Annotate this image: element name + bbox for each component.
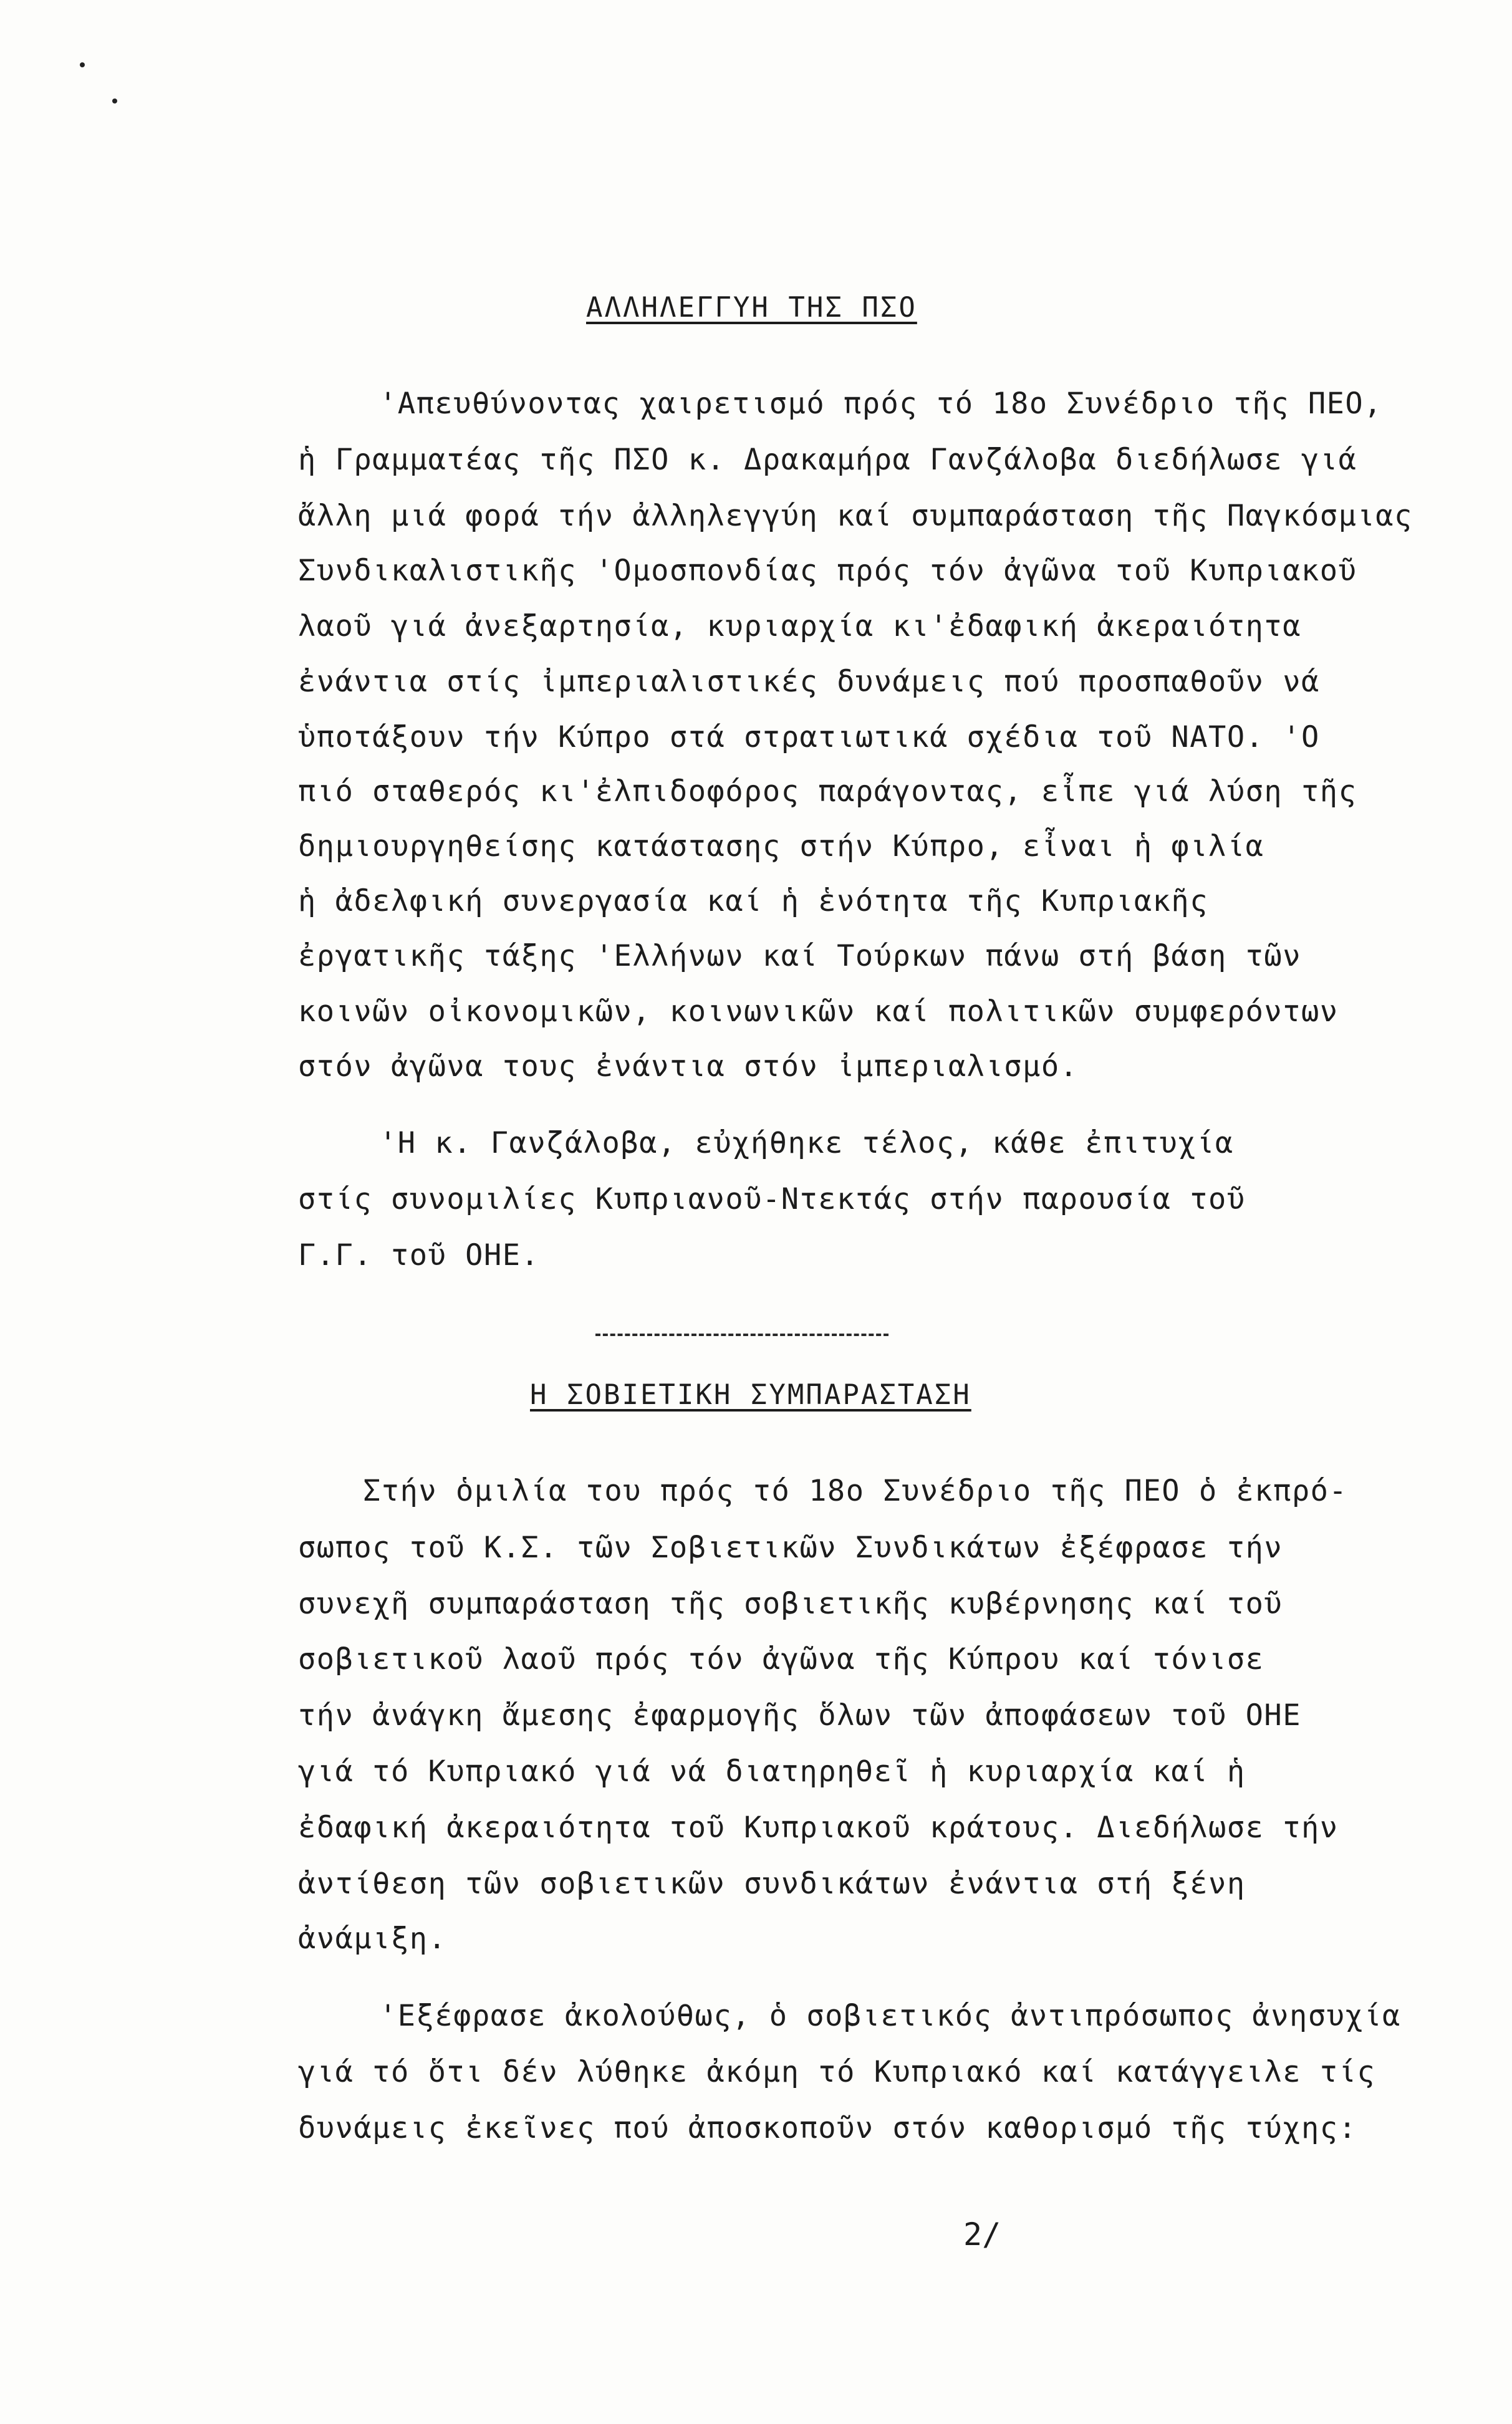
article1-title: ΑΛΛΗΛΕΓΓΥΗ ΤΗΣ ΠΣΟ — [586, 292, 917, 324]
scan-speck — [80, 62, 85, 67]
text-line: ἡ Γραμματέας τῆς ΠΣΟ κ. Δρακαμήρα Γανζάλοβα διεδήλωσε γιά — [298, 443, 1357, 477]
text-line: ἡ ἀδελφική συνεργασία καί ἡ ἑνότητα τῆς Κυπριακῆς — [298, 884, 1209, 918]
text-line: 'Η κ. Γανζάλοβα, εὐχήθηκε τέλος, κάθε ἐπιτυχία — [379, 1126, 1234, 1160]
text-line: στίς συνομιλίες Κυπριανοῦ-Ντεκτάς στήν παρουσία τοῦ — [298, 1182, 1246, 1216]
text-line: ἀντίθεση τῶν σοβιετικῶν συνδικάτων ἐνάντια στή ξένη — [298, 1867, 1246, 1901]
text-line: ἐνάντια στίς ἰμπεριαλιστικές δυνάμεις πού προσπαθοῦν νά — [298, 665, 1320, 699]
text-line: σωπος τοῦ Κ.Σ. τῶν Σοβιετικῶν Συνδικάτων ἐξέφρασε τήν — [298, 1531, 1283, 1565]
text-line: Συνδικαλιστικῆς 'Ομοσπονδίας πρός τόν ἀγῶνα τοῦ Κυπριακοῦ — [298, 554, 1357, 588]
text-line: σοβιετικοῦ λαοῦ πρός τόν ἀγῶνα τῆς Κύπρου καί τόνισε — [298, 1642, 1264, 1676]
page-number: 2/ — [963, 2216, 1001, 2253]
article2-title: Η ΣΟΒΙΕΤΙΚΗ ΣΥΜΠΑΡΑΣΤΑΣΗ — [530, 1379, 971, 1411]
text-line: κοινῶν οἰκονομικῶν, κοινωνικῶν καί πολιτικῶν συμφερόντων — [298, 994, 1339, 1029]
text-line: 'Απευθύνοντας χαιρετισμό πρός τό 18ο Συνέδριο τῆς ΠΕΟ, — [379, 387, 1383, 421]
section-separator — [595, 1334, 888, 1336]
text-line: στόν ἀγῶνα τους ἐνάντια στόν ἰμπεριαλισμό. — [298, 1049, 1079, 1084]
text-line: ἄλλη μιά φορά τήν ἀλληλεγγύη καί συμπαράσταση τῆς Παγκόσμιας — [298, 499, 1413, 533]
text-line: ὑποτάξουν τήν Κύπρο στά στρατιωτικά σχέδια τοῦ ΝΑΤΟ. 'Ο — [298, 720, 1320, 754]
text-line: ἐργατικῆς τάξης 'Ελλήνων καί Τούρκων πάνω στή βάση τῶν — [298, 939, 1302, 973]
text-line: λαοῦ γιά ἀνεξαρτησία, κυριαρχία κι'ἐδαφική ἀκεραιότητα — [298, 609, 1302, 643]
text-line: ἀνάμιξη. — [298, 1921, 447, 1956]
text-line: δημιουργηθείσης κατάστασης στήν Κύπρο, εἶναι ἡ φιλία — [298, 829, 1264, 863]
text-line: 'Εξέφρασε ἀκολούθως, ὁ σοβιετικός ἀντιπρόσωπος ἀνησυχία — [379, 1999, 1401, 2033]
text-line: συνεχῆ συμπαράσταση τῆς σοβιετικῆς κυβέρνησης καί τοῦ — [298, 1587, 1283, 1621]
text-line: γιά τό ὅτι δέν λύθηκε ἀκόμη τό Κυπριακό καί κατάγγειλε τίς — [298, 2055, 1376, 2089]
text-line: τήν ἀνάγκη ἄμεσης ἐφαρμογῆς ὅλων τῶν ἀποφάσεων τοῦ ΟΗΕ — [298, 1698, 1302, 1733]
text-line: δυνάμεις ἐκεῖνες πού ἀποσκοποῦν στόν καθορισμό τῆς τύχης: — [298, 2111, 1357, 2145]
text-line: πιό σταθερός κι'ἐλπιδοφόρος παράγοντας, εἶπε γιά λύση τῆς — [298, 774, 1357, 809]
text-line: Στήν ὁμιλία του πρός τό 18ο Συνέδριο τῆς ΠΕΟ ὁ ἐκπρό- — [363, 1474, 1348, 1508]
text-line: Γ.Γ. τοῦ ΟΗΕ. — [298, 1238, 540, 1272]
text-line: γιά τό Κυπριακό γιά νά διατηρηθεῖ ἡ κυριαρχία καί ἡ — [298, 1754, 1246, 1789]
text-line: ἐδαφική ἀκεραιότητα τοῦ Κυπριακοῦ κράτους. Διεδήλωσε τήν — [298, 1811, 1339, 1845]
scan-speck — [112, 99, 117, 103]
